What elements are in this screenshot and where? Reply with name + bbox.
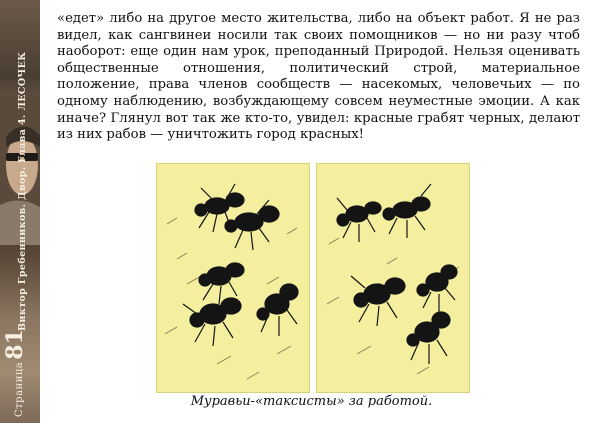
figure-caption: Муравьи-«таксисты» за работой. (190, 394, 433, 409)
ants-illustration (156, 163, 467, 391)
sidebar-spine (0, 0, 40, 423)
ants-drawing-left (157, 164, 309, 392)
ants-drawing-right (317, 164, 469, 392)
illustration-panel-right (316, 163, 470, 393)
page-indicator (2, 329, 28, 417)
page-label: Страница (14, 361, 25, 417)
body-paragraph: «едет» либо на другое место жительства, либо на объект работ. Я не раз видел, как сангвинеи носили так своих помощников — но ни разу чтоб наоборот: еще один нам урок, преподанный Природой. Нельзя оценивать общественные отношения, политический строй, материальное положение, права членов сообществ — насекомых, человечьих — по одному наблюдению, возбуждающему совсем неуместные эмоции. А как иначе? Глянул вот так же кто-то, увидел: красные грабят черных, делают из них рабов — уничтожить город красных! (57, 11, 580, 143)
book-title: Виктор Гребенников. Двор. Глава 4. ЛЕСОЧЕК (17, 51, 28, 331)
illustration-panel-left (156, 163, 310, 393)
page-number: 81 (2, 329, 28, 360)
